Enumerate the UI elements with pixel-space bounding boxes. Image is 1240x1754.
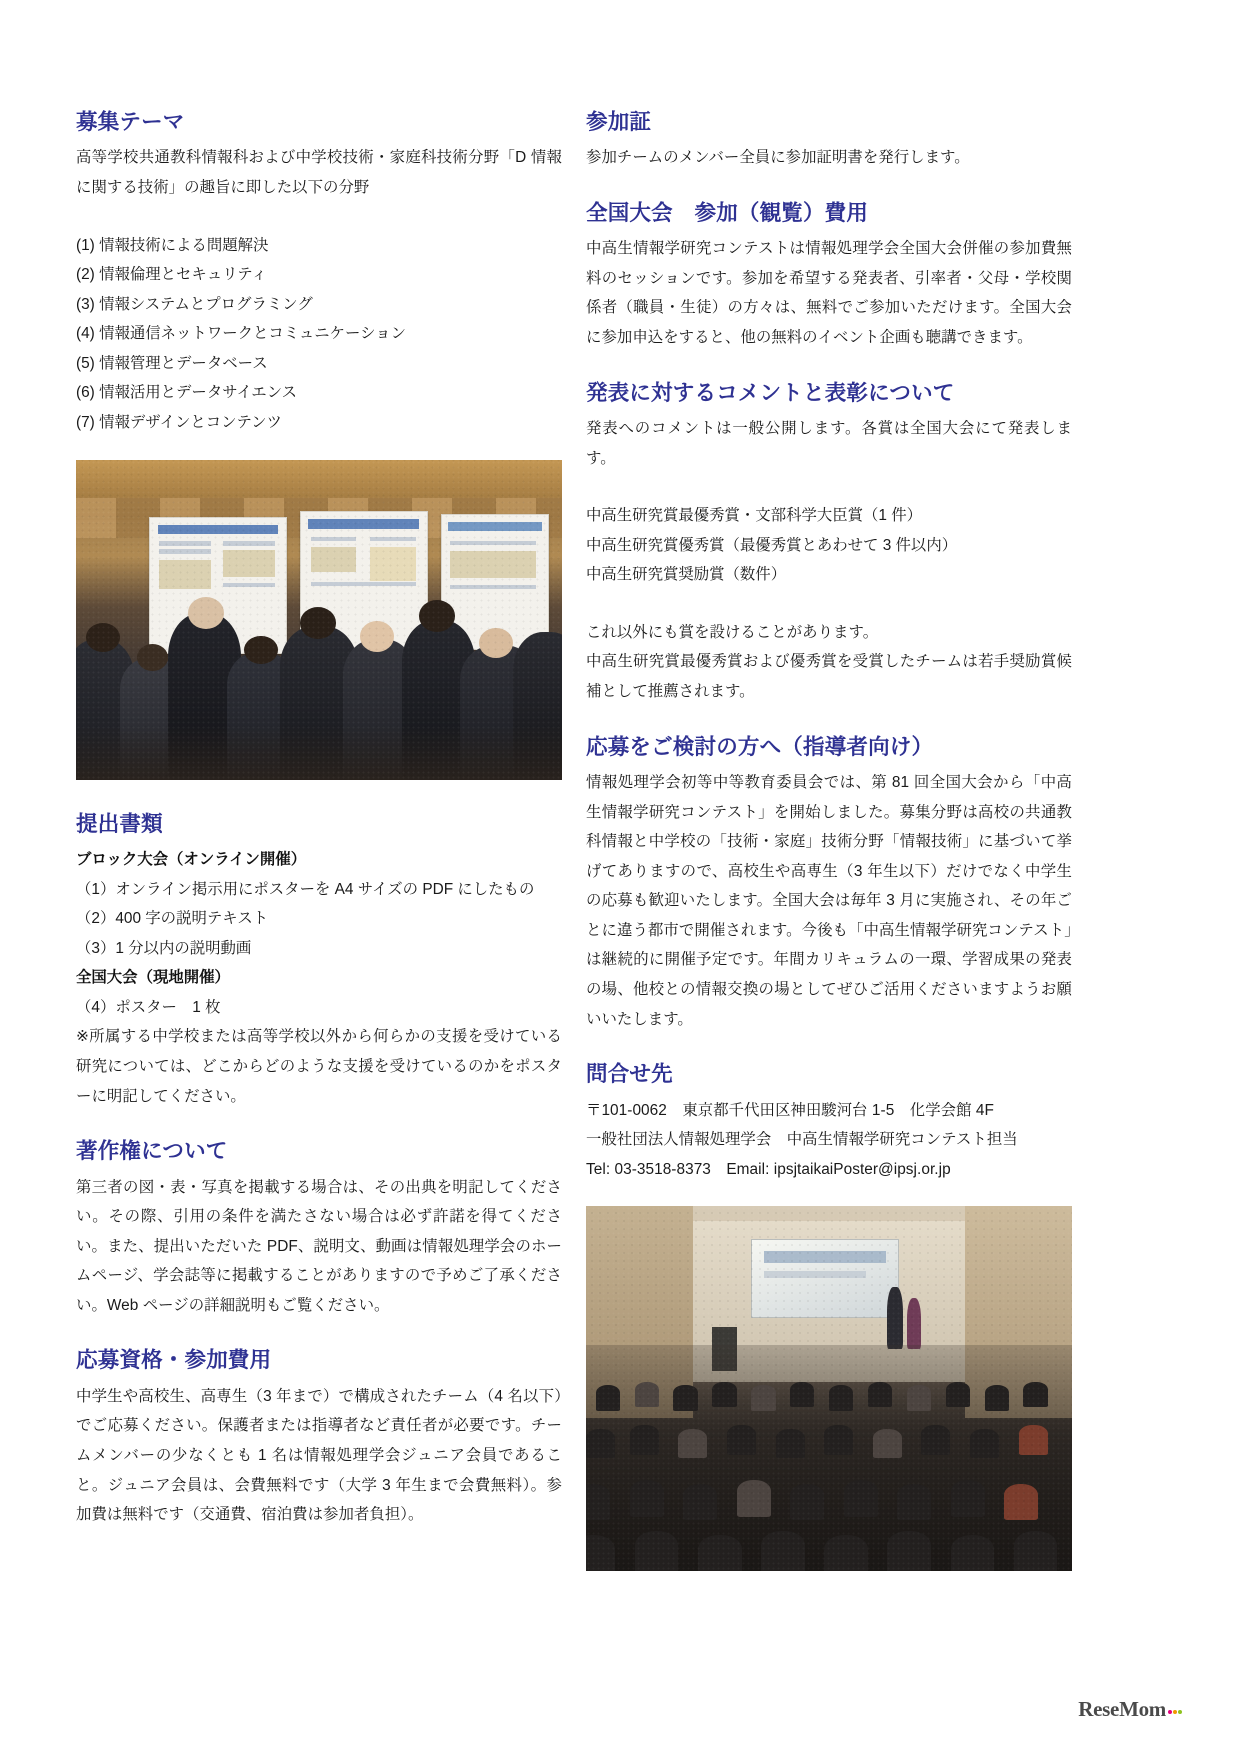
contact-organization: 一般社団法人情報処理学会 中高生情報学研究コンテスト担当	[586, 1131, 1018, 1149]
theme-section-title: 募集テーマ	[76, 110, 185, 134]
list-item: （2）400 字の説明テキスト	[76, 910, 269, 928]
hall-grain	[586, 1206, 1072, 1571]
block-tournament-list	[76, 875, 562, 964]
photo-grain	[76, 460, 562, 780]
left-column	[76, 108, 562, 1530]
conference-hall-photo	[586, 1206, 1072, 1571]
comment-section-outro-1: これ以外にも賞を設けることがあります。	[586, 623, 879, 641]
contact-tel-email[interactable]: Tel: 03-3518-8373 Email: ipsjtaikaiPoster@ipsj.or.jp	[586, 1160, 951, 1178]
certificate-section	[586, 108, 1072, 173]
resemom-logo	[1078, 1697, 1182, 1722]
contact-section-title: 問合せ先	[586, 1062, 673, 1087]
list-item: (6) 情報活用とデータサイエンス	[76, 384, 298, 402]
national-tournament-heading: 全国大会（現地開催）	[76, 969, 230, 987]
documents-section-title: 提出書類	[76, 811, 163, 836]
comment-section-intro: 発表へのコメントは一般公開します。各賞は全国大会にて発表します。	[586, 420, 1072, 467]
theme-field-list	[76, 231, 562, 438]
list-item: 中高生研究賞優秀賞（最優秀賞とあわせて 3 件以内）	[586, 536, 958, 554]
list-item: (5) 情報管理とデータベース	[76, 354, 268, 372]
certificate-section-title: 参加証	[586, 110, 652, 134]
list-item: (2) 情報倫理とセキュリティ	[76, 266, 267, 284]
block-tournament-heading: ブロック大会（オンライン開催）	[76, 850, 307, 868]
fee-section	[586, 199, 1072, 353]
documents-section	[76, 810, 562, 1112]
theme-spacer	[76, 203, 562, 231]
comment-section	[586, 379, 1072, 707]
applicants-section-body: 情報処理学会初等中等教育委員会では、第 81 回全国大会から「中高生情報学研究コンテスト」を開始しました。募集分野は高校の共通教科情報と中学校の「技術・家庭」技術分野「情報技術」に基づいて挙げてありますので、高校生や高専生（3 年生以下）だけでなく中学生の応募も歓迎いたします。全国大会は毎年 3 月に実施され、その年ごとに違う都市で開催されます。今後も「中高生情報学研究コンテスト」は継続的に開催予定です。年間カリキュラムの一環、学習成果の発表の場、他校との情報交換の場としてぜひご活用くださいますようお願いいたします。	[586, 774, 1072, 1028]
list-item: 中高生研究賞奨励賞（数件）	[586, 566, 787, 584]
list-item: （4）ポスター 1 枚	[76, 998, 221, 1016]
certificate-section-body: 参加チームのメンバー全員に参加証明書を発行します。	[586, 149, 970, 167]
copyright-section-title: 著作権について	[76, 1139, 228, 1164]
comment-spacer	[586, 473, 1072, 501]
eligibility-section-title: 応募資格・参加費用	[76, 1348, 272, 1373]
applicants-section-title: 応募をご検討の方へ（指導者向け）	[586, 734, 934, 759]
eligibility-section	[76, 1346, 562, 1529]
list-item: 中高生研究賞最優秀賞・文部科学大臣賞（1 件）	[586, 507, 923, 525]
comment-section-outro-2: 中高生研究賞最優秀賞および優秀賞を受賞したチームは若手奨励賞候補として推薦されます。	[586, 653, 1072, 701]
list-item: （3）1 分以内の説明動画	[76, 939, 252, 957]
comment-section-title: 発表に対するコメントと表彰について	[586, 380, 955, 405]
list-item: (1) 情報技術による問題解決	[76, 236, 269, 254]
documents-note: ※所属する中学校または高等学校以外から何らかの支援を受けている研究については、どこからどのような支援を受けているのかをポスターに明記してください。	[76, 1028, 562, 1105]
eligibility-section-body: 中学生や高校生、高専生（3 年まで）で構成されたチーム（4 名以下）でご応募ください。保護者または指導者など責任者が必要です。チームメンバーの少なくとも 1 名は情報処理学会ジュニア会員であること。ジュニア会員は、会費無料です（大学 3 年生まで会費無料）。参加費は無料です（交通費、宿泊費は参加者負担）。	[76, 1387, 562, 1524]
list-item: (3) 情報システムとプログラミング	[76, 295, 313, 313]
fee-section-body: 中高生情報学研究コンテストは情報処理学会全国大会併催の参加費無料のセッションです。参加を希望する発表者、引率者・父母・学校関係者（職員・生徒）の方々は、無料でご参加いただけます。全国大会に参加申込をすると、他の無料のイベント企画も聴講できます。	[586, 240, 1072, 347]
applicants-section	[586, 733, 1072, 1035]
award-spacer	[586, 590, 1072, 618]
theme-section-intro: 高等学校共通教科情報科および中学校技術・家庭科技術分野「D 情報に関する技術」の趣旨に即した以下の分野	[76, 149, 562, 196]
contact-address: 〒101-0062 東京都千代田区神田駿河台 1-5 化学会館 4F	[586, 1101, 994, 1119]
list-item: (7) 情報デザインとコンテンツ	[76, 414, 282, 431]
theme-section	[76, 108, 562, 438]
resemom-logo-text: ReseMom	[1078, 1697, 1166, 1721]
copyright-section-body: 第三者の図・表・写真を掲載する場合は、その出典を明記してください。その際、引用の条件を満たさない場合は必ず許諾を得てください。また、提出いただいた PDF、説明文、動画は情報処理学会のホームページ、学会誌等に掲載することがありますので予めご了承ください。Web ページの詳細説明もご覧ください。	[76, 1178, 562, 1314]
copyright-section	[76, 1137, 562, 1320]
national-tournament-list	[76, 993, 562, 1023]
list-item: （1）オンライン掲示用にポスターを A4 サイズの PDF にしたもの	[76, 880, 535, 898]
poster-session-photo	[76, 460, 562, 780]
resemom-logo-dots	[1167, 1695, 1182, 1720]
right-column	[586, 108, 1072, 1571]
award-list	[586, 501, 1072, 590]
fee-section-title: 全国大会 参加（観覧）費用	[586, 200, 869, 225]
contact-section	[586, 1060, 1072, 1184]
list-item: (4) 情報通信ネットワークとコミュニケーション	[76, 325, 406, 343]
